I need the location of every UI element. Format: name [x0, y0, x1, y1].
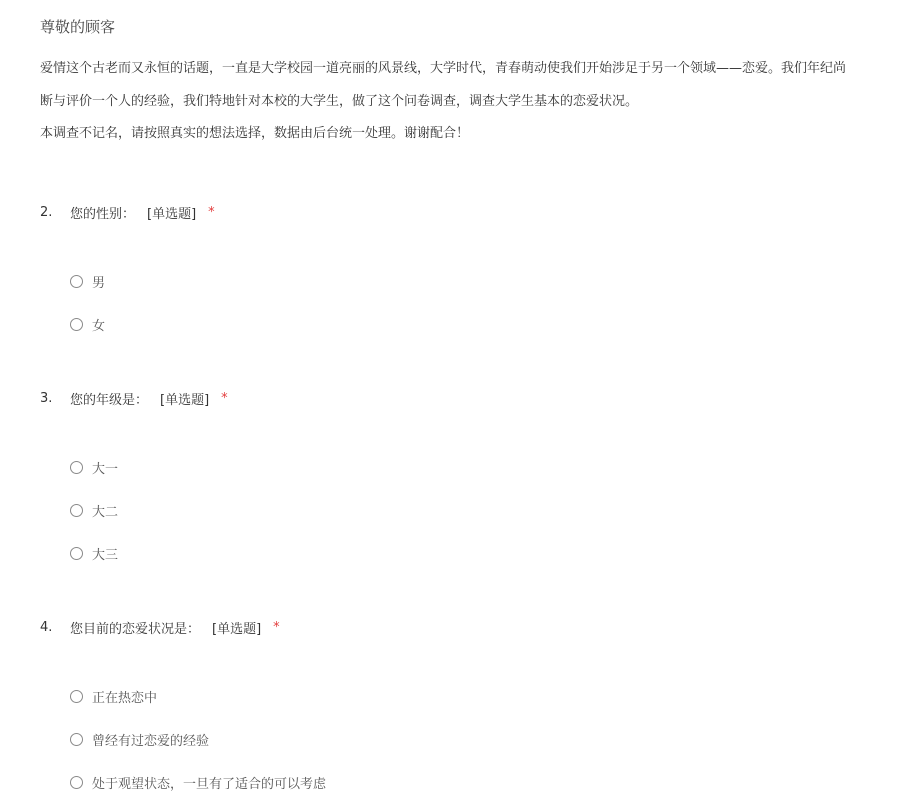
required-asterisk: * — [208, 204, 215, 220]
option-relationship-watching[interactable] — [70, 772, 326, 792]
option-label: 大二 — [92, 504, 119, 520]
question-text: 您的年级是： — [70, 392, 149, 408]
option-grade-freshman[interactable] — [70, 457, 118, 477]
question-type-badge: [单选题] — [212, 621, 262, 637]
required-asterisk: * — [221, 390, 228, 406]
radio-button[interactable] — [70, 547, 83, 560]
radio-button[interactable] — [70, 461, 83, 474]
radio-button[interactable] — [70, 275, 83, 288]
intro-paragraph-line-3: 本调查不记名，请按照真实的想法选择，数据由后台统一处理。谢谢配合！ — [40, 126, 470, 141]
option-label: 正在热恋中 — [92, 690, 158, 706]
radio-button[interactable] — [70, 318, 83, 331]
option-label: 曾经有过恋爱的经验 — [92, 733, 210, 749]
question-relationship-title — [40, 617, 280, 637]
greeting-heading: 尊敬的顾客 — [40, 18, 116, 36]
option-label: 大三 — [92, 547, 119, 563]
option-grade-sophomore[interactable] — [70, 500, 118, 520]
option-relationship-in-love[interactable] — [70, 686, 157, 706]
radio-button[interactable] — [70, 504, 83, 517]
question-number: 2. — [40, 204, 53, 220]
option-grade-junior[interactable] — [70, 543, 118, 563]
intro-paragraph-line-2: 断与评价一个人的经验，我们特地针对本校的大学生，做了这个问卷调查，调查大学生基本的恋爱状况。 — [40, 94, 639, 109]
required-asterisk: * — [273, 619, 280, 635]
question-grade-title — [40, 388, 228, 408]
option-gender-female[interactable] — [70, 314, 105, 334]
radio-button[interactable] — [70, 733, 83, 746]
question-text: 您目前的恋爱状况是： — [70, 621, 201, 637]
question-text: 您的性别： — [70, 206, 136, 222]
radio-button[interactable] — [70, 776, 83, 789]
option-label: 处于观望状态，一旦有了适合的可以考虑 — [92, 776, 327, 792]
question-number: 3. — [40, 390, 53, 406]
option-label: 大一 — [92, 461, 119, 477]
option-gender-male[interactable] — [70, 271, 105, 291]
intro-paragraph-line-1: 爱情这个古老而又永恒的话题，一直是大学校园一道亮丽的风景线，大学时代，青春萌动使我们开始涉足于另一个领域——恋爱。我们年纪尚 — [40, 61, 847, 76]
option-relationship-past-experience[interactable] — [70, 729, 209, 749]
question-number: 4. — [40, 619, 53, 635]
question-type-badge: [单选题] — [160, 392, 210, 408]
question-gender-title — [40, 202, 215, 222]
option-label: 男 — [92, 275, 106, 291]
radio-button[interactable] — [70, 690, 83, 703]
option-label: 女 — [92, 318, 106, 334]
question-type-badge: [单选题] — [147, 206, 197, 222]
